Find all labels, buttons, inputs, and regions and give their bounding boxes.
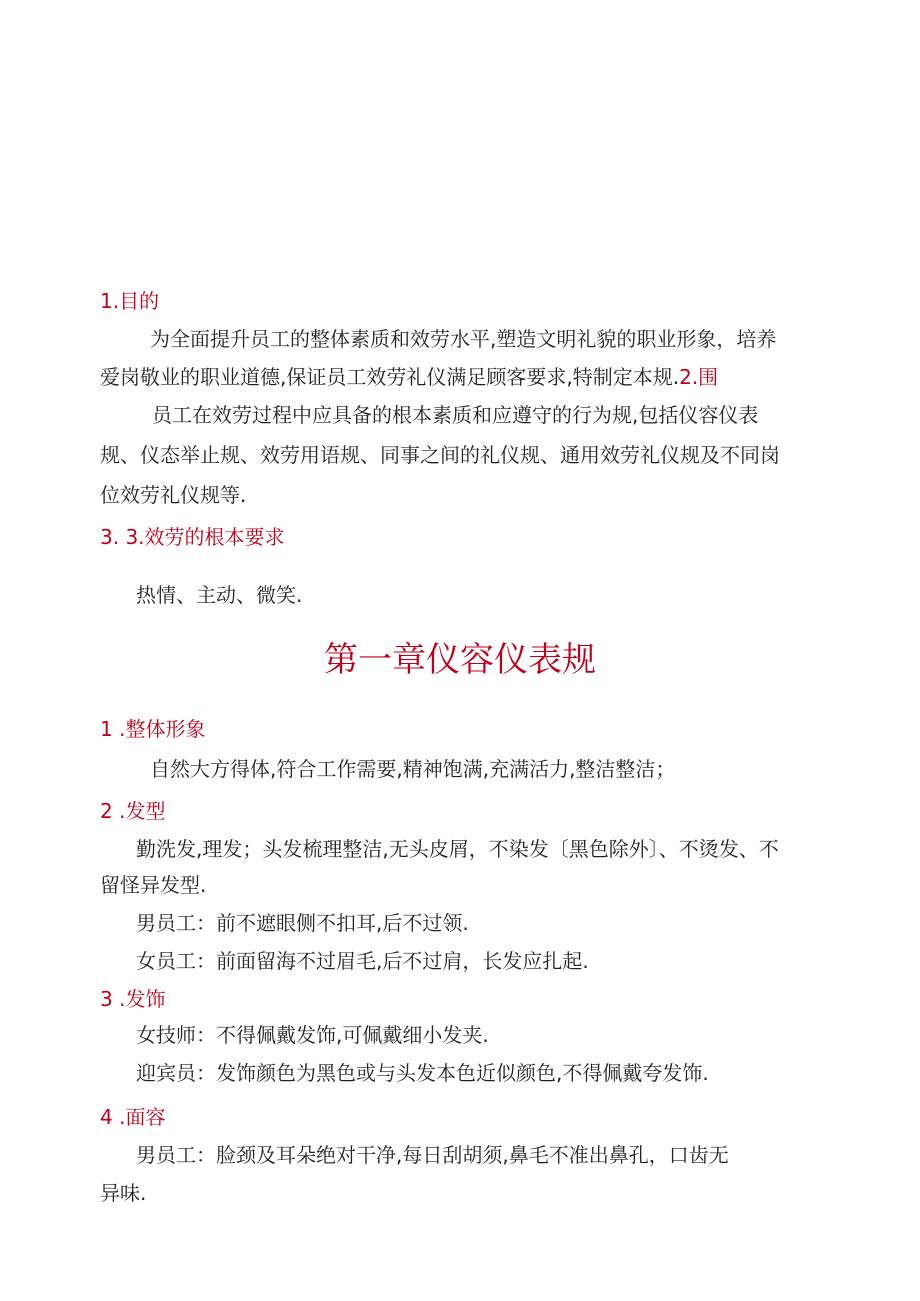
paragraph-line: 男员工：脸颈及耳朵绝对干净,每日刮胡须,鼻毛不准出鼻孔，口齿无 xyxy=(136,1143,729,1167)
item-heading-accessory: 3 .发饰 xyxy=(100,987,166,1011)
paragraph-line: 迎宾员：发饰颜色为黑色或与头发本色近似颜色,不得佩戴夸发饰. xyxy=(136,1061,709,1085)
section-heading-basic: 3. 3.效劳的根本要求 xyxy=(100,525,285,549)
section-heading-scope: 2.围 xyxy=(679,365,719,389)
paragraph-line: 员工在效劳过程中应具备的根本素质和应遵守的行为规,包括仪容仪表 xyxy=(152,403,759,427)
paragraph-line xyxy=(100,364,718,390)
paragraph-line: 规、仪态举止规、效劳用语规、同事之间的礼仪规、通用效劳礼仪规及不同岗 xyxy=(100,443,780,467)
paragraph-line: 男员工：前不遮眼侧不扣耳,后不过领. xyxy=(136,911,469,935)
paragraph-line: 异味. xyxy=(100,1181,147,1205)
paragraph-line: 热情、主动、微笑. xyxy=(136,583,303,607)
paragraph-line: 位效劳礼仪规等. xyxy=(100,483,247,507)
paragraph-line: 勤洗发,理发；头发梳理整洁,无头皮屑，不染发〔黑色除外〕、不烫发、不 xyxy=(136,837,779,861)
paragraph-line: 女员工：前面留海不过眉毛,后不过肩，长发应扎起. xyxy=(136,949,589,973)
section-heading-purpose: 1.目的 xyxy=(100,289,160,313)
paragraph-line: 留怪异发型. xyxy=(100,873,207,897)
paragraph-line: 为全面提升员工的整体素质和效劳水平,塑造文明礼貌的职业形象，培养 xyxy=(150,327,777,351)
item-heading-hair: 2 .发型 xyxy=(100,799,166,823)
chapter-title: 第一章仪容仪表规 xyxy=(324,640,596,680)
item-heading-face: 4 .面容 xyxy=(100,1105,166,1129)
paragraph-line: 自然大方得体,符合工作需要,精神饱满,充满活力,整洁整洁； xyxy=(150,757,676,781)
paragraph-line: 女技师：不得佩戴发饰,可佩戴细小发夹. xyxy=(136,1023,489,1047)
paragraph-text: 爱岗敬业的职业道德,保证员工效劳礼仪满足顾客要求,特制定本规. xyxy=(100,365,680,389)
item-heading-overall: 1 .整体形象 xyxy=(100,717,206,741)
